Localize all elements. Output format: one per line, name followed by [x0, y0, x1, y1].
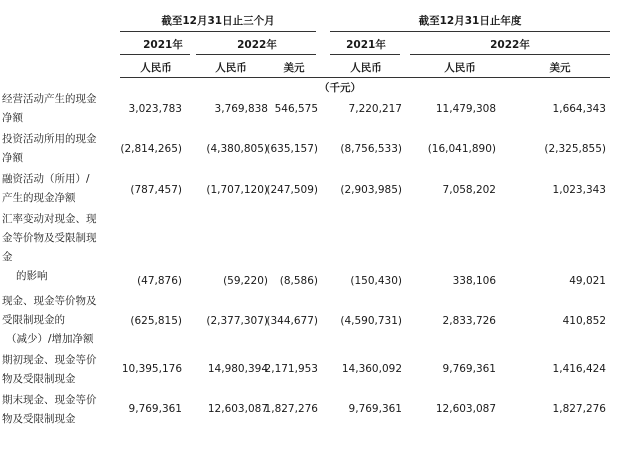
cell-q2022-rmb: (4,380,805): [206, 143, 268, 155]
cell-y2022-usd: 410,852: [562, 315, 606, 327]
cell-q2022-usd: (635,157): [266, 143, 318, 155]
header-three-months: 截至12月31日止三个月: [161, 15, 275, 27]
cell-y2022-usd: 1,416,424: [552, 363, 606, 375]
currency-5: 人民币: [444, 62, 476, 74]
header-rule-2d: [410, 54, 610, 55]
cell-y2021-rmb: (8,756,533): [340, 143, 402, 155]
cell-y2022-rmb: (16,041,890): [427, 143, 496, 155]
row-label-line: 投资活动所用的现金: [2, 133, 97, 145]
cell-y2022-usd: (2,325,855): [544, 143, 606, 155]
currency-4: 人民币: [350, 62, 382, 74]
cell-q2022-rmb: (59,220): [223, 275, 268, 287]
row-label: [2, 90, 114, 128]
row-label-line: 净额: [2, 152, 23, 164]
cell-q2021-rmb: 3,023,783: [128, 103, 182, 115]
row-label-line: 受限制现金的: [2, 314, 65, 326]
cell-y2022-usd: 1,827,276: [552, 403, 606, 415]
cell-q2022-rmb: 3,769,838: [214, 103, 268, 115]
cell-q2022-rmb: 14,980,394: [207, 363, 268, 375]
row-label-line: 金等价物及受限制现: [2, 232, 97, 244]
cell-q2022-rmb: (1,707,120): [206, 184, 268, 196]
cell-y2021-rmb: 14,360,092: [341, 363, 402, 375]
cell-q2022-usd: (247,509): [266, 184, 318, 196]
row-label-line: 期末现金、现金等价: [2, 394, 97, 406]
year-2022-y: 2022年: [490, 39, 530, 51]
year-2021-q: 2021年: [143, 39, 183, 51]
year-2022-q: 2022年: [237, 39, 277, 51]
currency-3: 美元: [283, 62, 305, 74]
cell-y2021-rmb: 7,220,217: [348, 103, 402, 115]
header-rule-1: [120, 31, 316, 32]
cell-y2021-rmb: (150,430): [350, 275, 402, 287]
row-label-line: 期初现金、现金等价: [2, 354, 97, 366]
header-rule-3: [120, 77, 610, 78]
cell-y2021-rmb: 9,769,361: [348, 403, 402, 415]
cell-y2022-usd: 1,664,343: [552, 103, 606, 115]
cell-q2022-rmb: 12,603,087: [207, 403, 268, 415]
cell-y2022-rmb: 11,479,308: [435, 103, 496, 115]
cell-y2022-rmb: 9,769,361: [442, 363, 496, 375]
cell-q2021-rmb: 9,769,361: [128, 403, 182, 415]
cell-y2022-rmb: 2,833,726: [442, 315, 496, 327]
cell-q2022-usd: 2,171,953: [264, 363, 318, 375]
row-label-line: 产生的现金净额: [2, 192, 76, 204]
row-label-line: （减少）/增加净额: [6, 333, 94, 345]
row-label-line: 融资活动（所用）/: [2, 173, 90, 185]
cell-q2021-rmb: 10,395,176: [121, 363, 182, 375]
row-label-line: 现金、现金等价物及: [2, 295, 97, 307]
unit-label: （千元）: [319, 82, 361, 94]
row-label: [2, 210, 114, 286]
cell-q2022-usd: (8,586): [279, 275, 318, 287]
row-label: [2, 391, 114, 429]
cell-y2022-usd: 1,023,343: [552, 184, 606, 196]
cell-y2021-rmb: (4,590,731): [340, 315, 402, 327]
cell-q2022-usd: (344,677): [266, 315, 318, 327]
cell-q2021-rmb: (2,814,265): [120, 143, 182, 155]
row-label-line: 经营活动产生的现金: [2, 93, 97, 105]
cell-q2021-rmb: (787,457): [130, 184, 182, 196]
header-rule-1b: [330, 31, 610, 32]
cell-q2022-usd: 1,827,276: [264, 403, 318, 415]
row-label-line: 的影响: [16, 270, 48, 282]
row-label: [2, 292, 114, 349]
currency-6: 美元: [549, 62, 571, 74]
cell-y2022-rmb: 338,106: [452, 275, 496, 287]
cell-y2022-rmb: 12,603,087: [435, 403, 496, 415]
cell-q2022-usd: 546,575: [274, 103, 318, 115]
header-rule-2c: [330, 54, 400, 55]
row-label: [2, 130, 114, 168]
row-label-line: 物及受限制现金: [2, 373, 76, 385]
header-year: 截至12月31日止年度: [418, 15, 522, 27]
cell-y2022-usd: 49,021: [569, 275, 606, 287]
cell-y2021-rmb: (2,903,985): [340, 184, 402, 196]
row-label-line: 物及受限制现金: [2, 413, 76, 425]
row-label: [2, 351, 114, 389]
cell-y2022-rmb: 7,058,202: [442, 184, 496, 196]
header-rule-2b: [196, 54, 316, 55]
row-label-line: 汇率变动对现金、现: [2, 213, 97, 225]
header-rule-2a: [120, 54, 190, 55]
cell-q2021-rmb: (47,876): [137, 275, 182, 287]
row-label-line: 净额: [2, 112, 23, 124]
currency-1: 人民币: [140, 62, 172, 74]
cell-q2022-rmb: (2,377,307): [206, 315, 268, 327]
row-label: [2, 170, 114, 208]
currency-2: 人民币: [215, 62, 247, 74]
year-2021-y: 2021年: [346, 39, 386, 51]
cell-q2021-rmb: (625,815): [130, 315, 182, 327]
row-label-line: 金: [2, 251, 13, 263]
